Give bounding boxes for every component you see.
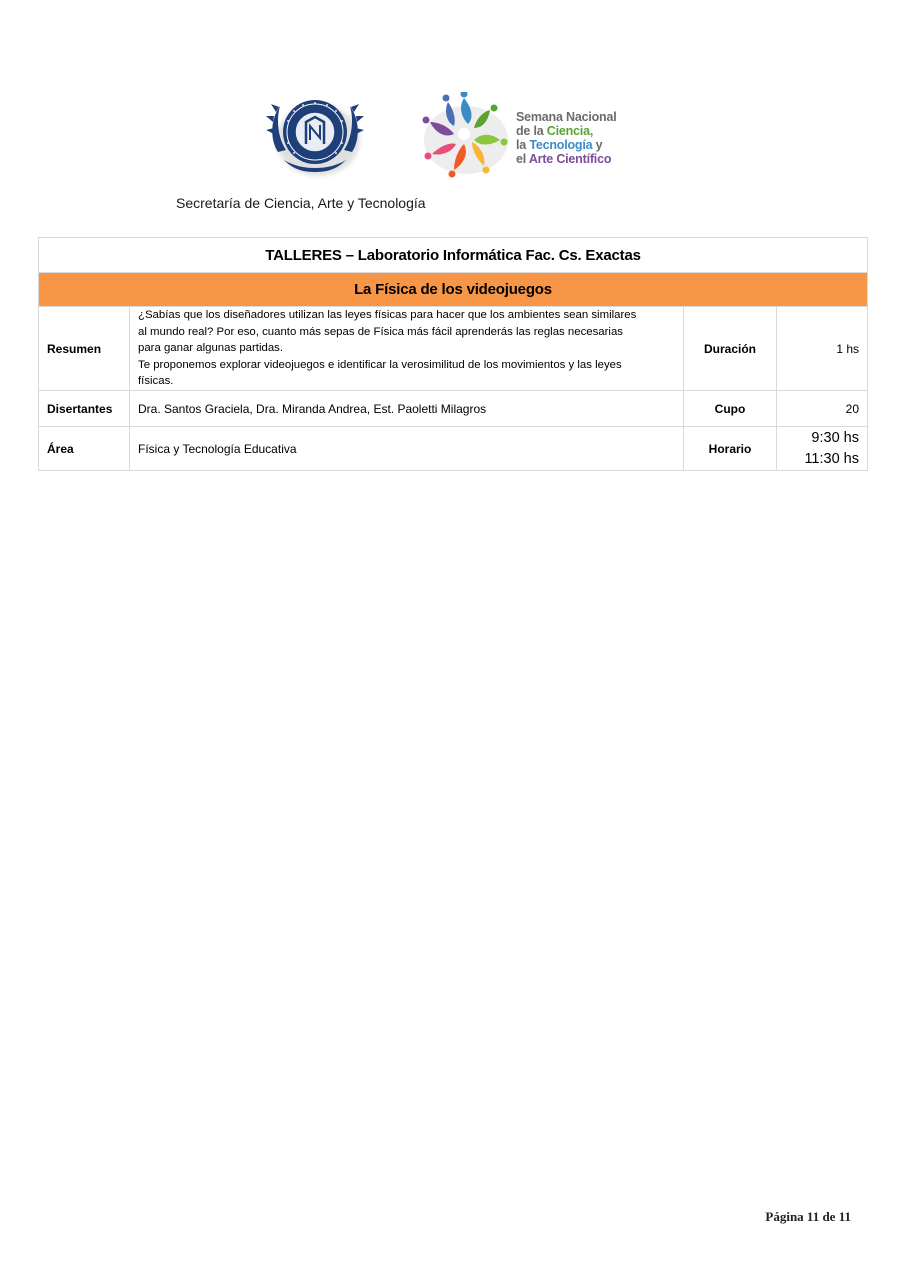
secretaria-label: Secretaría de Ciencia, Arte y Tecnología xyxy=(176,195,426,211)
resumen-line: físicas. xyxy=(138,375,174,388)
disertantes-label: Disertantes xyxy=(39,391,130,427)
university-seal-logo xyxy=(264,90,366,180)
workshop-title: TALLERES – Laboratorio Informática Fac. Cs. Exactas xyxy=(39,238,868,273)
colorful-star-icon xyxy=(416,92,516,178)
workshop-subtitle-row xyxy=(39,273,868,307)
resumen-line: Te proponemos explorar videojuegos e identificar la verosimilitud de los movimientos y las leyes xyxy=(138,358,622,371)
horario-time: 11:30 hs xyxy=(804,450,859,467)
resumen-line: al mundo real? Por eso, cuanto más sepas de Física más fácil aprenderás las reglas necesarias xyxy=(138,325,623,338)
cupo-label: Cupo xyxy=(684,391,777,427)
area-label: Área xyxy=(39,427,130,471)
horario-label: Horario xyxy=(684,427,777,471)
area-value: Física y Tecnología Educativa xyxy=(130,427,684,471)
workshop-subtitle: La Física de los videojuegos xyxy=(39,273,868,307)
workshop-table xyxy=(38,237,868,471)
cupo-value: 20 xyxy=(777,391,868,427)
resumen-line: ¿Sabías que los diseñadores utilizan las leyes físicas para hacer que los ambientes sean similares xyxy=(138,309,637,322)
page-header xyxy=(0,0,906,230)
duracion-label: Duración xyxy=(684,307,777,391)
resumen-line: para ganar algunas partidas. xyxy=(138,342,284,355)
duracion-value: 1 hs xyxy=(777,307,868,391)
resumen-text xyxy=(130,307,684,391)
semana-nacional-logo xyxy=(416,92,646,178)
semana-nacional-logo-text: Semana Nacional de la Ciencia, la Tecnología y el Arte Científico xyxy=(516,110,617,166)
area-row xyxy=(39,427,868,471)
workshop-title-row xyxy=(39,238,868,273)
page-number: Página 11 de 11 xyxy=(765,1209,851,1224)
resumen-label: Resumen xyxy=(39,307,130,391)
disertantes-row xyxy=(39,391,868,427)
resumen-row xyxy=(39,307,868,391)
disertantes-value: Dra. Santos Graciela, Dra. Miranda Andrea, Est. Paoletti Milagros xyxy=(130,391,684,427)
horario-value xyxy=(777,427,868,471)
horario-time: 9:30 hs xyxy=(811,429,859,446)
